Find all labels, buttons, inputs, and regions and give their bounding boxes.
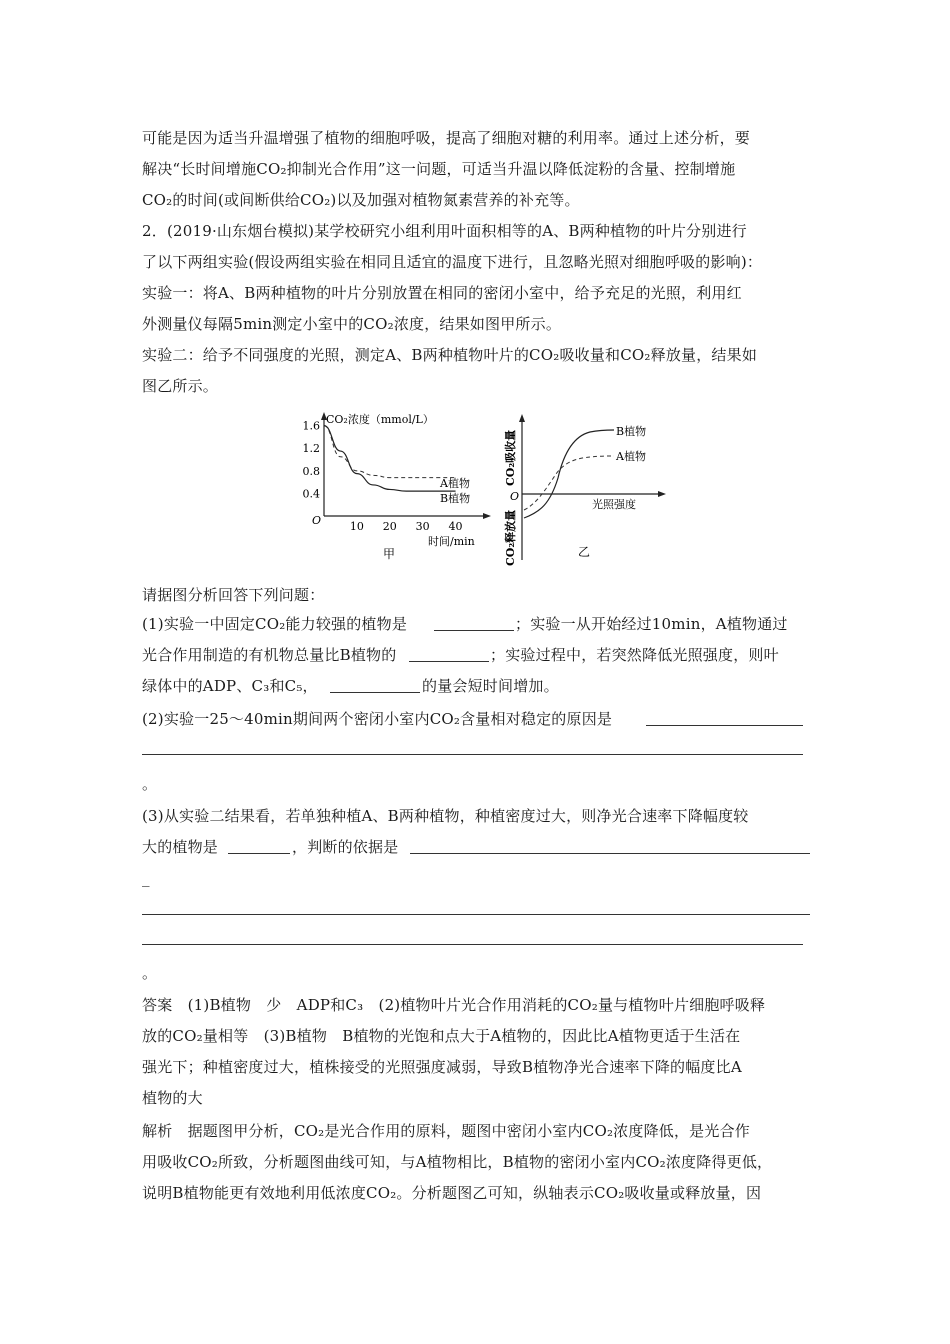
analysis-line: 说明B植物能更有效地利用低浓度CO₂。分析题图乙可知，纵轴表示CO₂吸收量或释放量，因 [142,1184,762,1202]
q1-text-a: (1)实验一中固定CO₂能力较强的植物是 [142,615,408,633]
analysis-line: 用吸收CO₂所致，分析题图曲线可知，与A植物相比，B植物的密闭小室内CO₂浓度降得更低， [142,1153,773,1171]
answer-blank-9[interactable] [142,944,803,945]
y-axis-label-bottom: CO₂释放量 [504,509,517,566]
x-axis-label: 光照强度 [592,498,636,511]
figure-caption-yi: 乙 [578,545,591,559]
figure-jia-chart [290,408,495,566]
answer-blank-7[interactable] [410,853,810,854]
q3-text-b: 大的植物是 [142,838,219,856]
y-tick-label: 1.6 [302,419,320,433]
end-mark: 。 [142,964,158,982]
legend-b-label: B植物 [616,425,647,438]
question-2-heading: 2．(2019·山东烟台模拟)某学校研究小组利用叶面积相等的A、B两种植物的叶片分别进行 [142,222,747,240]
q1-text-e: 绿体中的ADP、C₃和C₅， [142,677,318,695]
text-line: 解决“长时间增施CO₂抑制光合作用”这一问题，可适当升温以降低淀粉的含量、控制增施 [142,160,736,178]
y-axis-label-top: CO₂吸收量 [504,429,517,486]
text-line: 图乙所示。 [142,377,219,395]
answer-blank-6[interactable] [228,853,290,854]
text-line: 可能是因为适当升温增强了植物的细胞呼吸，提高了细胞对糖的利用率。通过上述分析，要 [142,129,751,147]
x-tick-label: 30 [415,520,430,533]
y-tick-label: 0.4 [302,487,320,501]
x-axis-arrow [658,491,666,497]
series-a-curve [324,426,456,478]
y-axis-label: CO₂浓度（mmol/L） [326,413,434,426]
q1-text-b: ；实验一从开始经过10min，A植物通过 [515,615,788,633]
y-tick-label: 0.8 [302,464,320,478]
q3-text-a: (3)从实验二结果看，若单独种植A、B两种植物，种植密度过大，则净光合速率下降幅度较 [142,807,749,825]
origin-label: O [312,514,322,527]
legend-b-label: B植物 [440,492,471,505]
text-line: CO₂的时间(或间断供给CO₂)以及加强对植物氮素营养的补充等。 [142,191,580,209]
end-mark: 。 [142,775,158,793]
figure-caption-jia: 甲 [383,547,396,561]
x-axis-arrow [483,513,491,519]
origin-label: O [510,490,520,503]
answer-blank-4[interactable] [646,725,803,726]
q1-text-f: 的量会短时间增加。 [422,677,559,695]
figure-yi-chart [500,408,675,566]
experiment-2-text: 实验二：给予不同强度的光照，测定A、B两种植物叶片的CO₂吸收量和CO₂释放量，结果如 [142,346,758,364]
answer-line: 放的CO₂量相等 (3)B植物 B植物的光饱和点大于A植物的，因此比A植物更适于生活在 [142,1027,741,1045]
answer-line: 强光下；种植密度过大，植株接受的光照强度减弱，导致B植物净光合速率下降的幅度比A [142,1058,742,1076]
answer-line: 植物的大 [142,1089,203,1107]
x-tick-label: 10 [349,520,364,533]
x-tick-label: 40 [448,520,463,533]
text-line: 了以下两组实验(假设两组实验在相同且适宜的温度下进行，且忽略光照对细胞呼吸的影响)： [142,253,763,271]
q3-text-c: ，判断的依据是 [292,838,399,856]
q1-text-d: ；实验过程中，若突然降低光照强度，则叶 [490,646,779,664]
legend-a-label: A植物 [440,477,470,490]
dash-mark: _ [142,869,150,887]
answer-blank-1[interactable] [434,630,514,631]
answer-line: 答案 (1)B植物 少 ADP和C₃ (2)植物叶片光合作用消耗的CO₂量与植物叶片细胞呼吸释 [142,996,766,1014]
series-b-curve [324,426,456,492]
q1-text-c: 光合作用制造的有机物总量比B植物的 [142,646,397,664]
q2-text: (2)实验一25～40min期间两个密闭小室内CO₂含量相对稳定的原因是 [142,710,613,728]
answer-blank-5[interactable] [142,754,803,755]
y-tick-label: 1.2 [302,442,320,456]
answer-blank-8[interactable] [142,914,810,915]
x-tick-label: 20 [382,520,397,533]
y-axis-arrow [519,414,525,422]
questions-intro: 请据图分析回答下列问题： [142,586,325,604]
legend-a-label: A植物 [616,450,646,463]
answer-blank-2[interactable] [409,661,489,662]
analysis-line: 解析 据题图甲分析，CO₂是光合作用的原料，题图中密闭小室内CO₂浓度降低，是光合作 [142,1122,750,1140]
experiment-1-text: 实验一：将A、B两种植物的叶片分别放置在相同的密闭小室中，给予充足的光照，利用红 [142,284,742,302]
x-axis-label: 时间/min [428,535,475,548]
text-line: 外测量仪每隔5min测定小室中的CO₂浓度，结果如图甲所示。 [142,315,562,333]
answer-blank-3[interactable] [330,692,420,693]
